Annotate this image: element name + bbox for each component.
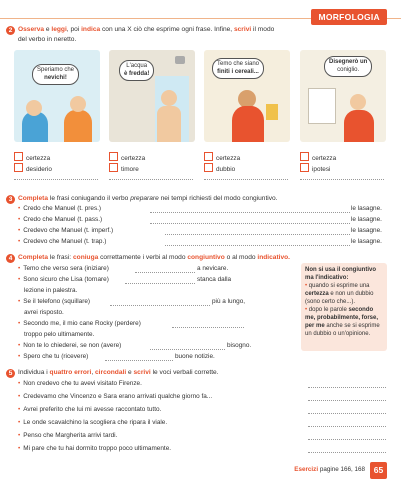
child-figure <box>22 112 48 142</box>
option-certezza-4[interactable]: certezza <box>300 152 336 163</box>
answer-line[interactable] <box>308 452 386 453</box>
easel-canvas <box>308 88 336 124</box>
answer-line[interactable] <box>150 212 350 213</box>
answer-line[interactable] <box>150 349 225 350</box>
ex5-item[interactable]: • Mi pare che tu hai dormito troppo poco ultimamente. <box>18 445 172 452</box>
exercise-2-instructions: 2 Osserva e leggi, poi indica con una X ciò che esprime ogni frase. Infine, scrivi il modo del verbo in neretto. <box>6 25 391 45</box>
ex5-item[interactable]: • Credevamo che Vincenzo e Sara erano arrivati qualche giorno fa... <box>18 393 213 400</box>
checkbox[interactable] <box>14 152 23 161</box>
exercise-2-number: 2 <box>6 26 15 35</box>
option-certezza-3[interactable]: certezza <box>204 152 240 163</box>
child-figure <box>157 106 181 142</box>
answer-line[interactable] <box>308 400 386 401</box>
answer-line[interactable] <box>308 413 386 414</box>
ex3-item-end: le lasagne. <box>351 216 382 223</box>
child-head <box>26 100 42 116</box>
speech-bubble: Speriamo che nevichi! <box>32 64 79 85</box>
ex3-item-end: le lasagne. <box>351 238 382 245</box>
answer-line[interactable] <box>300 179 384 180</box>
option-dubbio[interactable]: dubbio <box>204 163 235 174</box>
exercise-5-number: 5 <box>6 369 15 378</box>
option-certezza-2[interactable]: certezza <box>109 152 145 163</box>
option-certezza-1[interactable]: certezza <box>14 152 50 163</box>
ex3-item: • Credo che Manuel (t. pres.) <box>18 205 102 212</box>
answer-line[interactable] <box>14 179 98 180</box>
section-tag: MORFOLOGIA <box>311 9 387 25</box>
ex4-item: • Spero che tu (ricevere) <box>18 353 89 360</box>
checkbox[interactable] <box>204 152 213 161</box>
exercise-3-instructions: 3 Completa le frasi coniugando il verbo preparare nei tempi richiesti del modo congiuntivo. <box>6 194 391 204</box>
child-head <box>161 90 177 106</box>
checkbox[interactable] <box>109 163 118 172</box>
answer-line[interactable] <box>308 439 386 440</box>
checkbox[interactable] <box>300 152 309 161</box>
answer-line[interactable] <box>125 283 195 284</box>
answer-line[interactable] <box>308 387 386 388</box>
ex3-item-end: le lasagne. <box>351 227 382 234</box>
ex4-item: • Sono sicuro che Lisa (tornare) <box>18 276 109 283</box>
answer-line[interactable] <box>105 360 173 361</box>
answer-line[interactable] <box>308 426 386 427</box>
ex3-item: • Credevo che Manuel (t. imperf.) <box>18 227 114 234</box>
ex3-item-end: le lasagne. <box>351 205 382 212</box>
exercise-4-number: 4 <box>6 254 15 263</box>
exercise-reference: Esercizi pagine 166, 168 <box>294 466 365 473</box>
answer-line[interactable] <box>110 305 210 306</box>
child-head <box>350 94 366 110</box>
speech-bubble: Temo che siano finiti i cereali... <box>212 58 264 79</box>
exercise-5-instructions: 5 Individua i quattro errori, circondali e scrivi le voci verbali corrette. <box>6 368 391 378</box>
panel-snow <box>14 50 100 142</box>
page-number: 65 <box>370 462 387 479</box>
answer-line[interactable] <box>204 179 288 180</box>
illustration-panels <box>14 50 386 142</box>
grammar-note: Non si usa il congiuntivo ma l'indicativo: • quando si esprime una certezza e non un dubbio (sono certo che...). • dopo le parole secondo me, probabilmente, forse, per me anche se si esprime un dubbio o un'opinione. <box>301 263 387 351</box>
speech-bubble: L'acqua è fredda! <box>119 60 154 81</box>
ex3-item: • Credo che Manuel (t. pass.) <box>18 216 103 223</box>
ex5-item[interactable]: • Avrei preferito che lui mi avesse raccontato tutto. <box>18 406 162 413</box>
panel-drawing <box>300 50 386 142</box>
answer-line[interactable] <box>165 234 350 235</box>
answer-line[interactable] <box>150 223 350 224</box>
checkbox[interactable] <box>14 163 23 172</box>
ex5-item[interactable]: • Penso che Margherita arrivi tardi. <box>18 432 118 439</box>
exercise-3-number: 3 <box>6 195 15 204</box>
panel-kitchen <box>204 50 290 142</box>
cereal-box <box>266 104 278 120</box>
ex5-item[interactable]: • Non credevo che tu avevi visitato Firenze. <box>18 380 142 387</box>
ex5-item[interactable]: • Le onde scavalchino la scogliera che ripara il viale. <box>18 419 168 426</box>
child-figure <box>64 110 92 142</box>
ex4-item: • Se il telefono (squillare) <box>18 298 91 305</box>
checkbox[interactable] <box>300 163 309 172</box>
ex4-item: • Temo che verso sera (iniziare) <box>18 265 109 272</box>
woman-figure <box>232 106 264 142</box>
option-desiderio[interactable]: desiderio <box>14 163 52 174</box>
ex4-item: • Secondo me, il mio cane Rocky (perdere) <box>18 320 141 327</box>
answer-line[interactable] <box>165 245 350 246</box>
child-figure <box>344 110 374 142</box>
answer-line[interactable] <box>109 179 193 180</box>
panel-shower <box>109 50 195 142</box>
child-head <box>70 96 86 112</box>
option-timore[interactable]: timore <box>109 163 139 174</box>
option-ipotesi[interactable]: ipotesi <box>300 163 330 174</box>
exercise-4-instructions: 4 Completa le frasi: coniuga correttamente i verbi al modo congiuntivo o al modo indicativo. <box>6 253 391 263</box>
checkbox[interactable] <box>204 163 213 172</box>
answer-line[interactable] <box>135 272 195 273</box>
ex4-item: • Non te lo chiederei, se non (avere) <box>18 342 122 349</box>
ex3-item: • Credevo che Manuel (t. trap.) <box>18 238 107 245</box>
checkbox[interactable] <box>109 152 118 161</box>
answer-line[interactable] <box>172 327 244 328</box>
shower-head <box>175 56 185 64</box>
speech-bubble: Disegnerò un coniglio. <box>324 56 372 77</box>
